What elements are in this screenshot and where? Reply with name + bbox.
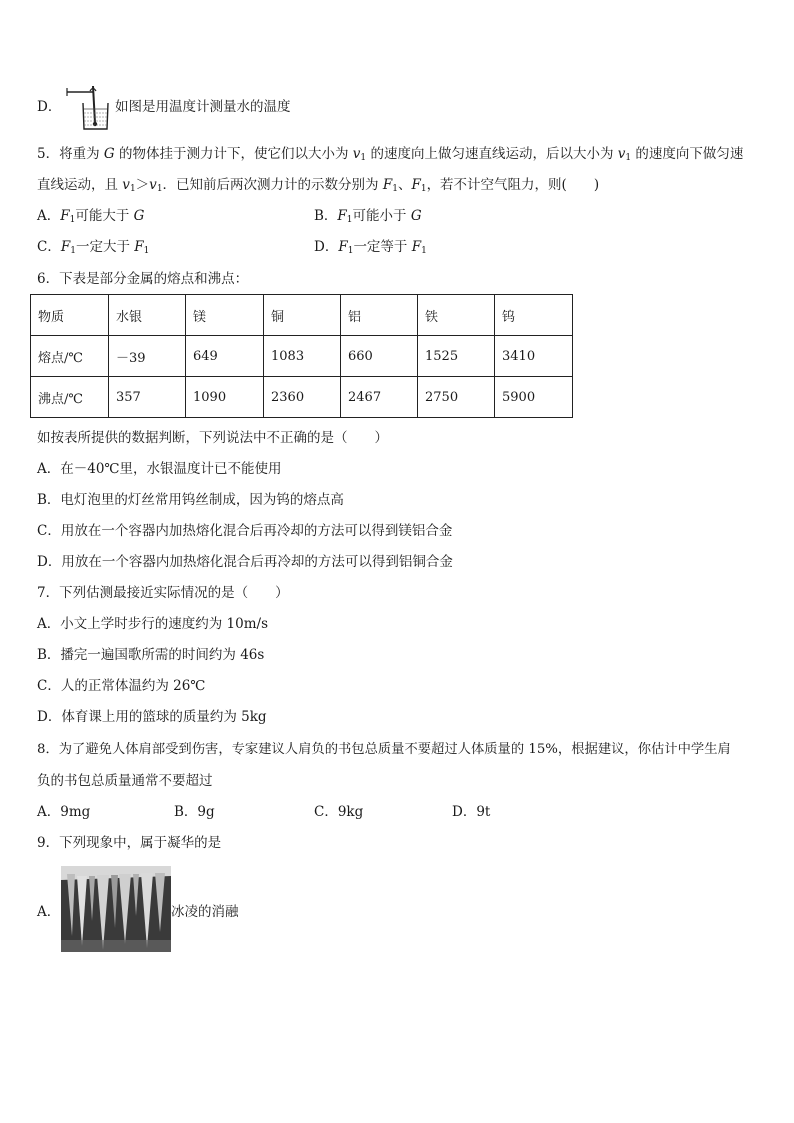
q9-stem: 9．下列现象中，属于凝华的是 [37,835,222,851]
q5-sub: 1 [625,153,632,163]
table-cell: 钨 [495,295,573,336]
q5-var-v: v [149,177,157,193]
q5-var-f: F [382,177,393,193]
table-cell: 铁 [418,295,495,336]
q8-option-d: D．9t [452,804,491,820]
q5-var-f: F [134,239,144,255]
q9-option-a-text: 冰凌的消融 [171,904,239,920]
q5-option-a [37,206,144,230]
table-cell: 熔点/℃ [31,336,109,377]
table-cell: 镁 [186,295,264,336]
q5-stem-line1 [37,144,743,168]
q6-option-a: A．在－40℃里，水银温度计已不能使用 [37,461,282,477]
q5-option-c [37,237,149,261]
q5-option-b [314,206,422,230]
q5-text: ．已知前后两次测力计的示数分别为 [162,177,383,193]
q8-stem-line1: 8．为了避免人体肩部受到伤害，专家建议人肩负的书包总质量不要超过人体质量的 15%，根据建议，你估计中学生肩 [37,742,731,757]
q5-var-f: F [60,239,71,255]
q5-var-f: F [60,208,70,224]
table-cell: 1090 [186,377,264,418]
q5-stem-line2 [37,175,599,199]
q5-text: 直线运动，且 [37,177,123,193]
q5-sub: 1 [392,184,398,194]
table-cell: 1525 [418,336,495,377]
q5-sub: 1 [69,215,76,225]
table-header-row [31,295,573,336]
table-cell: 2360 [264,377,341,418]
q5-var-v: v [352,146,361,162]
table-cell: 物质 [31,295,109,336]
q6-option-d: D．用放在一个容器内加热熔化混合后再冷却的方法可以得到铝铜合金 [37,554,453,570]
table-cell: 铜 [264,295,341,336]
q6-option-b: B．电灯泡里的灯丝常用钨丝制成，因为钨的熔点高 [37,492,344,508]
q5-opt-text: 一定大于 [75,239,135,255]
q8-option-b: B．9g [174,804,215,820]
q5-var-f: F [411,177,421,193]
q5-sub: 1 [156,184,163,194]
q6-option-c: C．用放在一个容器内加热熔化混合后再冷却的方法可以得到镁铝合金 [37,523,453,539]
q5-option-d [314,237,427,261]
q5-opt-prefix: D． [314,239,339,255]
q7-option-d: D．体育课上用的篮球的质量约为 5kg [37,709,267,725]
q5-sub: 1 [129,184,136,194]
q5-text: 5．将重为 [37,146,104,162]
q5-var-v: v [122,177,130,193]
q7-option-c: C．人的正常体温约为 26℃ [37,678,206,694]
q5-var-g: G [133,208,145,224]
q5-opt-prefix: B． [314,208,338,224]
q5-sub: 1 [420,184,427,194]
table-cell: 357 [109,377,186,418]
table-row [31,336,573,377]
q5-sub: 1 [143,246,150,256]
q6-stem: 6．下表是部分金属的熔点和沸点： [37,271,249,287]
q5-opt-prefix: A． [37,208,61,224]
table-cell: －39 [109,336,186,377]
q5-sub: 1 [347,246,354,256]
q5-text: 的速度向上做匀速直线运动，后以大小为 [366,146,618,162]
table-cell: 沸点/℃ [31,377,109,418]
table-cell: 1083 [264,336,341,377]
q7-option-b: B．播完一遍国歌所需的时间约为 46s [37,647,265,663]
q5-text: ＞ [135,177,150,193]
q7-stem: 7．下列估测最接近实际情况的是（ ） [37,585,289,601]
q5-var-g: G [103,146,115,162]
q8-option-a: A．9mg [37,804,91,820]
q4-option-d-text: 如图是用温度计测量水的温度 [115,99,291,115]
q9-option-a-label: A． [37,904,61,920]
q8-stem-line2: 负的书包总质量通常不要超过 [37,773,213,789]
table-cell: 660 [341,336,418,377]
icicle-photo [61,866,171,952]
q6-question: 如按表所提供的数据判断，下列说法中不正确的是（ ） [37,430,388,446]
q5-text: 、 [397,177,412,193]
table-cell: 649 [186,336,264,377]
q5-text: ，若不计空气阻力，则( ) [426,177,600,193]
thermometer-figure [63,83,113,131]
q5-var-f: F [411,239,422,255]
icicle-graphic [61,866,171,952]
table-row [31,377,573,418]
q5-var-v: v [617,146,626,162]
q5-var-f: F [337,208,347,224]
q5-sub: 1 [346,215,353,225]
q5-var-g: G [410,208,422,224]
table-cell: 3410 [495,336,573,377]
q5-opt-prefix: C． [37,239,61,255]
q4-option-d [37,97,61,117]
q7-option-a: A．小文上学时步行的速度约为 10m/s [37,616,268,632]
table-cell: 2750 [418,377,495,418]
q5-var-f: F [338,239,348,255]
table-cell: 2467 [341,377,418,418]
q5-text: 的物体挂于测力计下，使它们以大小为 [114,146,353,162]
q8-option-c: C．9kg [314,804,364,820]
table-cell: 5900 [495,377,573,418]
q5-sub: 1 [360,153,367,163]
table-cell: 水银 [109,295,186,336]
q5-sub: 1 [421,246,427,256]
q4-option-d-label: D． [37,99,62,115]
q5-opt-text: 可能大于 [75,208,134,224]
melting-boiling-table [30,294,573,418]
q5-opt-text: 可能小于 [352,208,411,224]
table-cell: 铝 [341,295,418,336]
q5-text: 的速度向下做匀速 [631,146,744,162]
q5-opt-text: 一定等于 [353,239,412,255]
q5-sub: 1 [70,246,76,256]
